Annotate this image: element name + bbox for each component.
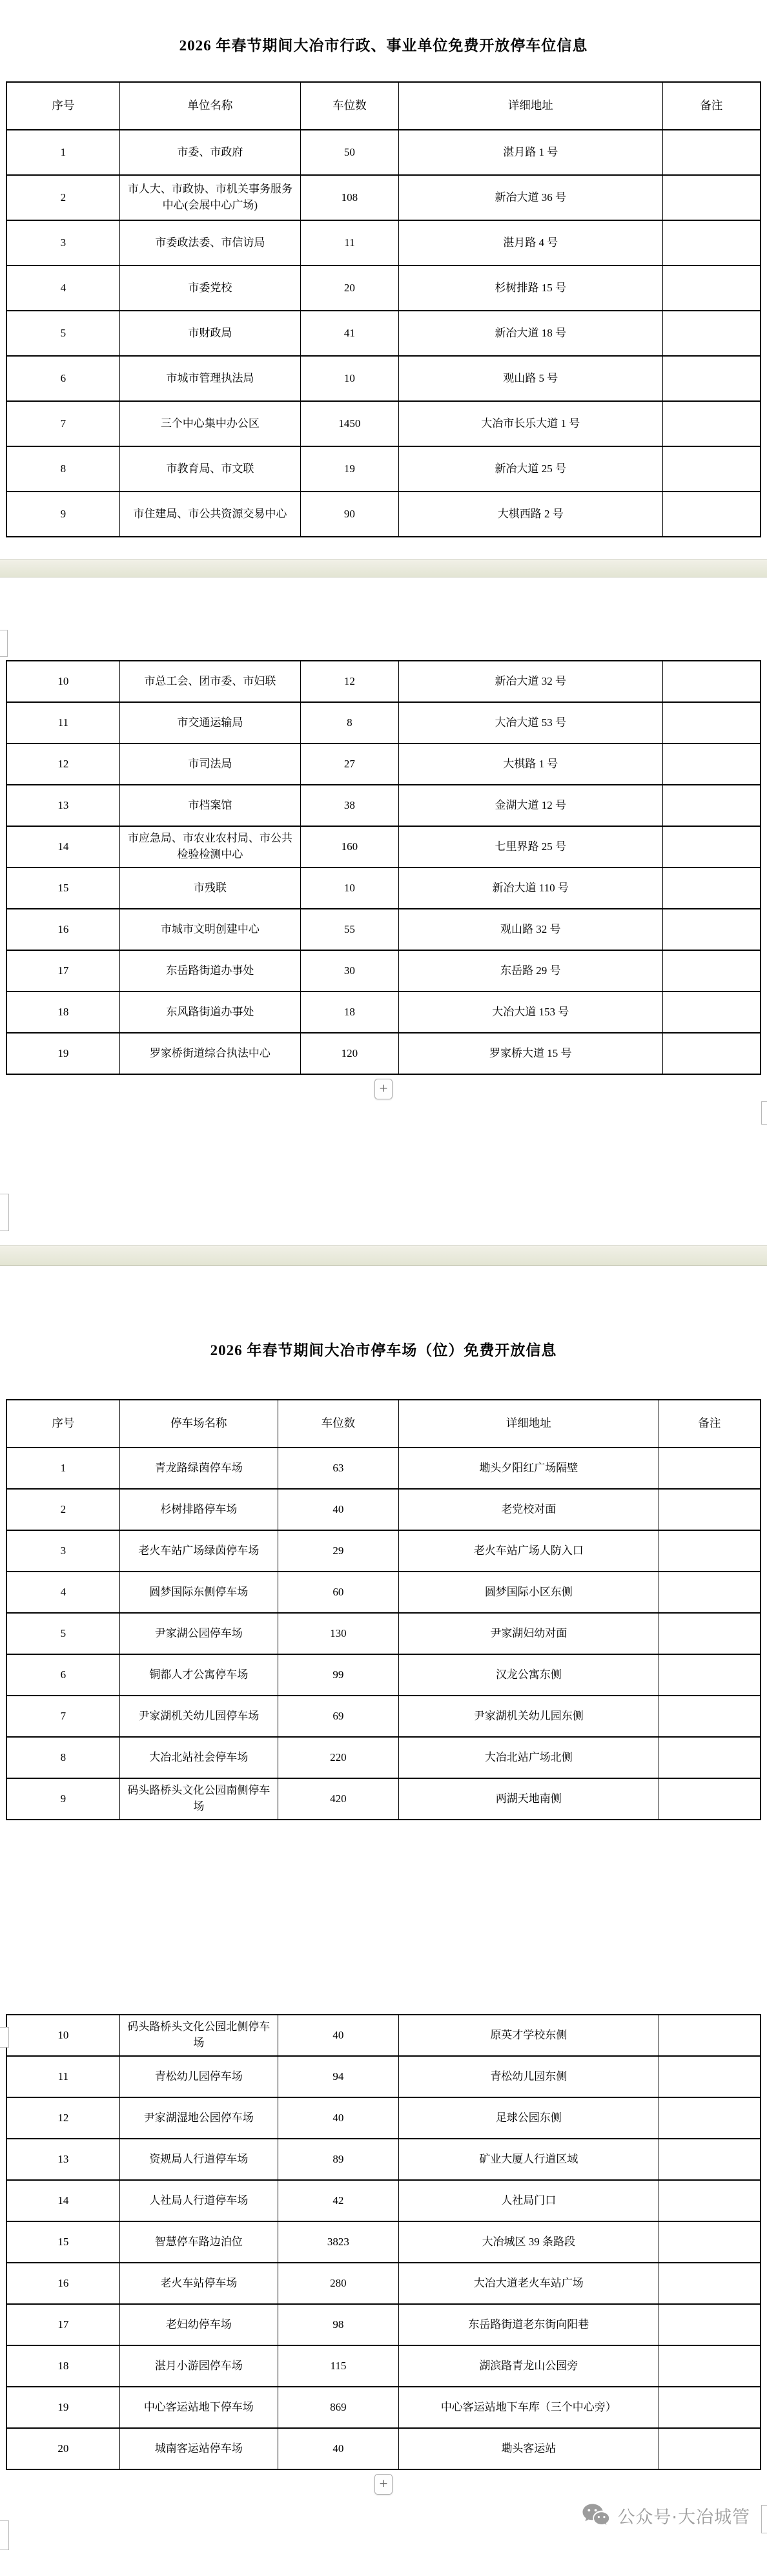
parking-row bbox=[6, 1448, 761, 1489]
table-cell: 3 bbox=[6, 220, 119, 265]
table-cell: 2 bbox=[6, 1489, 119, 1530]
table-cell: 7 bbox=[6, 1696, 119, 1737]
page-edge-artifact bbox=[761, 1101, 767, 1125]
table-cell: 足球公园东侧 bbox=[398, 2097, 659, 2139]
table-cell: 两湖天地南侧 bbox=[398, 1778, 659, 1820]
table-cell: 17 bbox=[6, 2304, 119, 2345]
column-header-address: 详细地址 bbox=[398, 82, 662, 130]
unit-row bbox=[6, 446, 761, 492]
unit-row bbox=[6, 265, 761, 311]
table-cell: 94 bbox=[278, 2056, 398, 2097]
table-cell: 42 bbox=[278, 2180, 398, 2221]
table-cell: 11 bbox=[6, 2056, 119, 2097]
table-cell bbox=[659, 1572, 761, 1613]
table-cell bbox=[659, 2428, 761, 2469]
table-cell: 10 bbox=[6, 2015, 119, 2056]
table-cell: 人社局门口 bbox=[398, 2180, 659, 2221]
units-table-part2 bbox=[6, 660, 761, 1075]
table-cell: 27 bbox=[301, 743, 399, 785]
table-cell bbox=[659, 2056, 761, 2097]
table-cell: 矿业大厦人行道区域 bbox=[398, 2139, 659, 2180]
table-cell: 6 bbox=[6, 1654, 119, 1696]
unit-row bbox=[6, 661, 761, 702]
table-cell bbox=[662, 743, 761, 785]
table-cell bbox=[659, 1448, 761, 1489]
table-cell: 9 bbox=[6, 1778, 119, 1820]
parking-row bbox=[6, 2263, 761, 2304]
table-cell: 新冶大道 32 号 bbox=[398, 661, 662, 702]
parking-table-part1 bbox=[6, 1399, 761, 1820]
table-cell: 墈头夕阳红广场隔壁 bbox=[398, 1448, 659, 1489]
unit-row bbox=[6, 401, 761, 446]
table-cell: 市交通运输局 bbox=[119, 702, 300, 743]
unit-row bbox=[6, 950, 761, 992]
table-cell: 东风路街道办事处 bbox=[119, 992, 300, 1033]
table-cell: 中心客运站地下车库（三个中心旁） bbox=[398, 2387, 659, 2428]
table-cell: 圆梦国际小区东侧 bbox=[398, 1572, 659, 1613]
page-edge-artifact bbox=[0, 630, 8, 657]
table-cell: 市档案馆 bbox=[119, 785, 300, 826]
table-header-row bbox=[6, 1400, 761, 1448]
column-header-index: 序号 bbox=[6, 82, 119, 130]
table-cell: 18 bbox=[6, 992, 119, 1033]
table-cell: 七里界路 25 号 bbox=[398, 826, 662, 867]
page-edge-artifact bbox=[0, 1194, 9, 1231]
table-cell: 市人大、市政协、市机关事务服务中心(会展中心广场) bbox=[119, 175, 300, 220]
table-cell: 汉龙公寓东侧 bbox=[398, 1654, 659, 1696]
table-cell: 老火车站广场人防入口 bbox=[398, 1530, 659, 1572]
unit-row bbox=[6, 1033, 761, 1074]
table-cell: 大棋路 1 号 bbox=[398, 743, 662, 785]
table-cell: 市残联 bbox=[119, 867, 300, 909]
column-header-space-count: 车位数 bbox=[278, 1400, 398, 1448]
table-cell: 大棋西路 2 号 bbox=[398, 492, 662, 537]
parking-row bbox=[6, 2015, 761, 2056]
table-cell: 98 bbox=[278, 2304, 398, 2345]
table-cell bbox=[659, 1654, 761, 1696]
column-header-space-count: 车位数 bbox=[301, 82, 399, 130]
table-cell: 120 bbox=[301, 1033, 399, 1074]
table-cell: 8 bbox=[6, 1737, 119, 1778]
table-cell: 63 bbox=[278, 1448, 398, 1489]
table-cell: 金湖大道 12 号 bbox=[398, 785, 662, 826]
table-insert-handle[interactable]: + bbox=[374, 1079, 393, 1099]
table-cell: 尹家湖公园停车场 bbox=[119, 1613, 278, 1654]
table-cell: 50 bbox=[301, 130, 399, 175]
table-cell: 市城市文明创建中心 bbox=[119, 909, 300, 950]
table-cell: 湖滨路青龙山公园旁 bbox=[398, 2345, 659, 2387]
table-cell: 1 bbox=[6, 130, 119, 175]
table-cell: 铜都人才公寓停车场 bbox=[119, 1654, 278, 1696]
unit-row bbox=[6, 175, 761, 220]
column-header-remark: 备注 bbox=[662, 82, 761, 130]
parking-row bbox=[6, 1572, 761, 1613]
table-cell bbox=[659, 2015, 761, 2056]
table-cell: 市司法局 bbox=[119, 743, 300, 785]
table-cell: 7 bbox=[6, 401, 119, 446]
table-cell: 尹家湖妇幼对面 bbox=[398, 1613, 659, 1654]
table-cell: 55 bbox=[301, 909, 399, 950]
table-cell: 老火车站广场绿茵停车场 bbox=[119, 1530, 278, 1572]
table-cell: 大冶大道 53 号 bbox=[398, 702, 662, 743]
table-cell: 尹家湖机关幼儿园停车场 bbox=[119, 1696, 278, 1737]
table-cell: 观山路 5 号 bbox=[398, 356, 662, 401]
table-cell bbox=[659, 1613, 761, 1654]
table-cell: 16 bbox=[6, 2263, 119, 2304]
table-cell: 90 bbox=[301, 492, 399, 537]
table-cell: 大冶市长乐大道 1 号 bbox=[398, 401, 662, 446]
table-cell: 30 bbox=[301, 950, 399, 992]
parking-row bbox=[6, 2345, 761, 2387]
parking-row bbox=[6, 2180, 761, 2221]
table-cell: 420 bbox=[278, 1778, 398, 1820]
table-cell: 青松幼儿园停车场 bbox=[119, 2056, 278, 2097]
table-cell bbox=[659, 1696, 761, 1737]
table-cell bbox=[659, 2180, 761, 2221]
parking-row bbox=[6, 1778, 761, 1820]
table-cell: 老党校对面 bbox=[398, 1489, 659, 1530]
table-cell: 108 bbox=[301, 175, 399, 220]
table-cell: 大冶城区 39 条路段 bbox=[398, 2221, 659, 2263]
table-cell bbox=[662, 446, 761, 492]
table-cell: 15 bbox=[6, 2221, 119, 2263]
table-cell bbox=[662, 702, 761, 743]
table-cell: 115 bbox=[278, 2345, 398, 2387]
table-cell: 资规局人行道停车场 bbox=[119, 2139, 278, 2180]
table-cell: 12 bbox=[6, 743, 119, 785]
table-cell: 869 bbox=[278, 2387, 398, 2428]
table-cell: 4 bbox=[6, 1572, 119, 1613]
table-cell bbox=[662, 265, 761, 311]
table-cell: 12 bbox=[6, 2097, 119, 2139]
table-insert-handle[interactable]: + bbox=[374, 2474, 393, 2495]
table-cell: 60 bbox=[278, 1572, 398, 1613]
table-cell: 东岳路 29 号 bbox=[398, 950, 662, 992]
table-cell: 罗家桥街道综合执法中心 bbox=[119, 1033, 300, 1074]
table-cell: 尹家湖湿地公园停车场 bbox=[119, 2097, 278, 2139]
table-cell: 11 bbox=[6, 702, 119, 743]
table-cell: 原英才学校东侧 bbox=[398, 2015, 659, 2056]
table-cell: 中心客运站地下停车场 bbox=[119, 2387, 278, 2428]
table-cell bbox=[662, 950, 761, 992]
parking-row bbox=[6, 2304, 761, 2345]
table-cell: 130 bbox=[278, 1613, 398, 1654]
table-cell bbox=[662, 867, 761, 909]
table-cell: 19 bbox=[6, 2387, 119, 2428]
table-cell: 老妇幼停车场 bbox=[119, 2304, 278, 2345]
table-cell: 89 bbox=[278, 2139, 398, 2180]
table-cell: 市应急局、市农业农村局、市公共检验检测中心 bbox=[119, 826, 300, 867]
table-cell bbox=[659, 2387, 761, 2428]
table-cell: 9 bbox=[6, 492, 119, 537]
table-cell: 10 bbox=[301, 356, 399, 401]
unit-row bbox=[6, 130, 761, 175]
table-cell bbox=[662, 785, 761, 826]
table-cell bbox=[662, 220, 761, 265]
table-cell: 三个中心集中办公区 bbox=[119, 401, 300, 446]
table-cell: 大冶北站社会停车场 bbox=[119, 1737, 278, 1778]
parking-row bbox=[6, 2097, 761, 2139]
table-cell bbox=[659, 2263, 761, 2304]
table-cell: 20 bbox=[301, 265, 399, 311]
table-cell: 罗家桥大道 15 号 bbox=[398, 1033, 662, 1074]
table-cell: 5 bbox=[6, 311, 119, 356]
table-cell: 大冶大道 153 号 bbox=[398, 992, 662, 1033]
unit-row bbox=[6, 220, 761, 265]
table-cell bbox=[662, 1033, 761, 1074]
table-cell: 5 bbox=[6, 1613, 119, 1654]
table-cell: 老火车站停车场 bbox=[119, 2263, 278, 2304]
table-cell bbox=[662, 311, 761, 356]
table-cell: 20 bbox=[6, 2428, 119, 2469]
table-cell bbox=[662, 909, 761, 950]
column-header-lot-name: 停车场名称 bbox=[119, 1400, 278, 1448]
table-cell: 13 bbox=[6, 2139, 119, 2180]
column-header-remark: 备注 bbox=[659, 1400, 761, 1448]
table-cell bbox=[659, 2304, 761, 2345]
table2-title: 2026 年春节期间大冶市停车场（位）免费开放信息 bbox=[210, 1342, 557, 1358]
table-cell: 湛月小游园停车场 bbox=[119, 2345, 278, 2387]
column-header-index: 序号 bbox=[6, 1400, 119, 1448]
table-cell: 市城市管理执法局 bbox=[119, 356, 300, 401]
table-cell: 10 bbox=[6, 661, 119, 702]
table-cell: 码头路桥头文化公园南侧停车场 bbox=[119, 1778, 278, 1820]
table-cell: 人社局人行道停车场 bbox=[119, 2180, 278, 2221]
unit-row bbox=[6, 311, 761, 356]
table-cell: 青龙路绿茵停车场 bbox=[119, 1448, 278, 1489]
table-cell: 市委党校 bbox=[119, 265, 300, 311]
table-cell bbox=[659, 2139, 761, 2180]
table-cell: 41 bbox=[301, 311, 399, 356]
table-cell: 新冶大道 36 号 bbox=[398, 175, 662, 220]
unit-row bbox=[6, 702, 761, 743]
table-cell: 市委政法委、市信访局 bbox=[119, 220, 300, 265]
table-cell bbox=[662, 130, 761, 175]
wechat-account-badge bbox=[0, 2502, 767, 2528]
unit-row bbox=[6, 785, 761, 826]
table-cell: 4 bbox=[6, 265, 119, 311]
table-cell bbox=[659, 1778, 761, 1820]
table-cell: 10 bbox=[301, 867, 399, 909]
table-cell: 湛月路 1 号 bbox=[398, 130, 662, 175]
table-cell: 8 bbox=[6, 446, 119, 492]
unit-row bbox=[6, 356, 761, 401]
table-cell: 圆梦国际东侧停车场 bbox=[119, 1572, 278, 1613]
table-cell: 14 bbox=[6, 826, 119, 867]
table-cell: 40 bbox=[278, 1489, 398, 1530]
table-cell: 13 bbox=[6, 785, 119, 826]
table-cell bbox=[659, 1489, 761, 1530]
table-cell: 东岳路街道办事处 bbox=[119, 950, 300, 992]
table-cell bbox=[659, 2345, 761, 2387]
table-cell bbox=[662, 175, 761, 220]
table-cell: 尹家湖机关幼儿园东侧 bbox=[398, 1696, 659, 1737]
table-cell: 2 bbox=[6, 175, 119, 220]
table-cell: 新冶大道 110 号 bbox=[398, 867, 662, 909]
unit-row bbox=[6, 826, 761, 867]
table-cell: 码头路桥头文化公园北侧停车场 bbox=[119, 2015, 278, 2056]
table-cell: 市总工会、团市委、市妇联 bbox=[119, 661, 300, 702]
table-cell: 3 bbox=[6, 1530, 119, 1572]
table-cell bbox=[662, 661, 761, 702]
table-cell: 15 bbox=[6, 867, 119, 909]
table-cell: 69 bbox=[278, 1696, 398, 1737]
table-cell bbox=[662, 992, 761, 1033]
table-cell: 19 bbox=[6, 1033, 119, 1074]
table-cell: 市教育局、市文联 bbox=[119, 446, 300, 492]
table-cell: 16 bbox=[6, 909, 119, 950]
page-break-band bbox=[0, 1245, 767, 1266]
table-cell: 160 bbox=[301, 826, 399, 867]
table-cell bbox=[659, 1737, 761, 1778]
column-header-address: 详细地址 bbox=[398, 1400, 659, 1448]
wechat-icon bbox=[581, 2502, 611, 2528]
unit-row bbox=[6, 743, 761, 785]
column-header-unit-name: 单位名称 bbox=[119, 82, 300, 130]
page-edge-artifact bbox=[0, 2027, 9, 2048]
table-cell: 280 bbox=[278, 2263, 398, 2304]
table-cell: 220 bbox=[278, 1737, 398, 1778]
table-cell: 杉树排路停车场 bbox=[119, 1489, 278, 1530]
table-cell: 14 bbox=[6, 2180, 119, 2221]
parking-row bbox=[6, 1530, 761, 1572]
table-cell: 11 bbox=[301, 220, 399, 265]
parking-row bbox=[6, 2387, 761, 2428]
table-cell: 18 bbox=[6, 2345, 119, 2387]
table-cell bbox=[662, 356, 761, 401]
table-cell: 3823 bbox=[278, 2221, 398, 2263]
table-cell: 19 bbox=[301, 446, 399, 492]
parking-row bbox=[6, 1489, 761, 1530]
table-cell: 新冶大道 18 号 bbox=[398, 311, 662, 356]
table-cell: 29 bbox=[278, 1530, 398, 1572]
table-cell: 湛月路 4 号 bbox=[398, 220, 662, 265]
parking-row bbox=[6, 1654, 761, 1696]
table-header-row bbox=[6, 82, 761, 130]
table-cell: 大冶大道老火车站广场 bbox=[398, 2263, 659, 2304]
parking-table-part2 bbox=[6, 2014, 761, 2470]
table-cell: 市住建局、市公共资源交易中心 bbox=[119, 492, 300, 537]
page-break-band bbox=[0, 559, 767, 577]
table-cell bbox=[662, 401, 761, 446]
table-cell: 杉树排路 15 号 bbox=[398, 265, 662, 311]
table-cell: 青松幼儿园东侧 bbox=[398, 2056, 659, 2097]
table-cell: 1450 bbox=[301, 401, 399, 446]
unit-row bbox=[6, 492, 761, 537]
table-cell bbox=[659, 2221, 761, 2263]
table-cell: 城南客运站停车场 bbox=[119, 2428, 278, 2469]
table-cell: 墈头客运站 bbox=[398, 2428, 659, 2469]
page-edge-artifact bbox=[0, 2520, 9, 2550]
unit-row bbox=[6, 867, 761, 909]
parking-row bbox=[6, 1696, 761, 1737]
wechat-account-label: 公众号·大冶城管 bbox=[617, 2507, 750, 2528]
page-edge-artifact bbox=[761, 2505, 767, 2533]
table-cell bbox=[659, 1530, 761, 1572]
table-cell: 新冶大道 25 号 bbox=[398, 446, 662, 492]
table-cell: 6 bbox=[6, 356, 119, 401]
table-cell: 40 bbox=[278, 2097, 398, 2139]
table-cell: 99 bbox=[278, 1654, 398, 1696]
table-cell bbox=[659, 2097, 761, 2139]
table-cell: 东岳路街道老东街向阳巷 bbox=[398, 2304, 659, 2345]
table-cell: 观山路 32 号 bbox=[398, 909, 662, 950]
unit-row bbox=[6, 992, 761, 1033]
table-cell: 38 bbox=[301, 785, 399, 826]
table-cell: 40 bbox=[278, 2428, 398, 2469]
table-cell: 12 bbox=[301, 661, 399, 702]
table-cell: 40 bbox=[278, 2015, 398, 2056]
table-cell: 市委、市政府 bbox=[119, 130, 300, 175]
table-cell bbox=[662, 826, 761, 867]
parking-row bbox=[6, 2139, 761, 2180]
table-cell: 市财政局 bbox=[119, 311, 300, 356]
table-cell: 18 bbox=[301, 992, 399, 1033]
table-cell: 智慧停车路边泊位 bbox=[119, 2221, 278, 2263]
parking-row bbox=[6, 2428, 761, 2469]
table1-title: 2026 年春节期间大冶市行政、事业单位免费开放停车位信息 bbox=[179, 37, 588, 54]
table-cell: 17 bbox=[6, 950, 119, 992]
parking-row bbox=[6, 2221, 761, 2263]
units-table-part1 bbox=[6, 81, 761, 537]
table-cell bbox=[662, 492, 761, 537]
table-cell: 大冶北站广场北侧 bbox=[398, 1737, 659, 1778]
parking-row bbox=[6, 1613, 761, 1654]
table-cell: 8 bbox=[301, 702, 399, 743]
parking-row bbox=[6, 1737, 761, 1778]
table-cell: 1 bbox=[6, 1448, 119, 1489]
parking-row bbox=[6, 2056, 761, 2097]
unit-row bbox=[6, 909, 761, 950]
